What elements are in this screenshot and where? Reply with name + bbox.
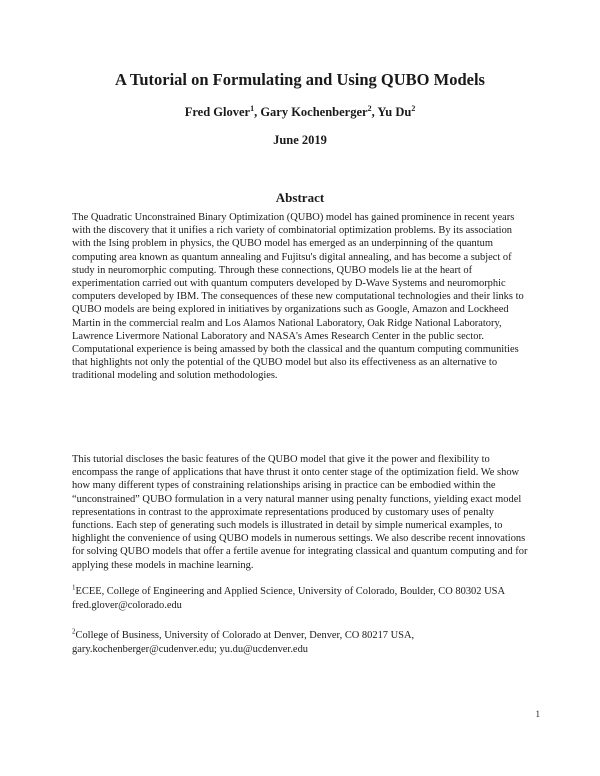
page-number: 1 <box>535 709 540 719</box>
author-separator: , <box>371 105 378 119</box>
author-list <box>0 103 600 121</box>
footnote-text: ECEE, College of Engineering and Applied Science, University of Colorado, Boulder, CO 80302 USA fred.glover@colorado.edu <box>72 586 505 611</box>
abstract-paragraph: This tutorial discloses the basic features of the QUBO model that give it the power and flexibility to encompass the range of applications that have thrust it onto center stage of the optimization field. We show how many different types of constraining relationships arising in practice can be embodied within the “unconstrained” QUBO formulation in a very natural manner using penalty functions, yielding exact model representations in contrast to the approximate representations produced by customary uses of penalty functions. Each step of generating such models is illustrated in detail by simple numerical examples, to highlight the convenience of using QUBO models in numerous settings. We also describe recent innovations for solving QUBO models that offer a fertile avenue for integrating classical and quantum computing and for applying these models in machine learning. <box>72 454 528 571</box>
footnote <box>72 629 532 656</box>
publication-date: June 2019 <box>273 133 327 147</box>
footnote-mark: 2 <box>72 627 76 636</box>
affiliation-mark: 1 <box>250 103 255 113</box>
footnote <box>72 585 532 612</box>
paper-title: A Tutorial on Formulating and Using QUBO Models <box>115 70 485 89</box>
affiliation-mark: 2 <box>411 103 416 113</box>
abstract-heading: Abstract <box>275 190 325 205</box>
author-name: Gary Kochenberger <box>260 105 368 119</box>
abstract-paragraph: The Quadratic Unconstrained Binary Optimization (QUBO) model has gained prominence in recent years with the discovery that it unifies a rich variety of combinatorial optimization problems. By its association with the Ising problem in physics, the QUBO model has emerged as an underpinning of the quantum computing area known as quantum annealing and Fujitsu's digital annealing, and has become a subject of study in neuromorphic computing. Through these connections, QUBO models lie at the heart of experimentation carried out with quantum computers developed by D-Wave Systems and neuromorphic computers developed by IBM. The consequences of these new computational technologies and their links to QUBO models are being explored in initiatives by organizations such as Google, Amazon and Lockheed Martin in the commercial realm and Los Alamos National Laboratory, Oak Ridge National Laboratory, Lawrence Livermore National Laboratory and NASA's Ames Research Center in the public sector. Computational experience is being amassed by both the classical and the quantum computing communities that highlights not only the potential of the QUBO model but also its effectiveness as an alternative to traditional modeling and solution methodologies. <box>72 212 524 382</box>
author-name: Yu Du <box>377 105 412 119</box>
author-name: Fred Glover <box>184 105 251 119</box>
footnote-mark: 1 <box>72 583 76 592</box>
affiliation-mark: 2 <box>367 103 372 113</box>
author-separator: , <box>254 105 261 119</box>
footnote-text: College of Business, University of Colorado at Denver, Denver, CO 80217 USA, gary.kochenberger@cudenver.edu; yu.du@ucdenver.edu <box>72 630 415 655</box>
